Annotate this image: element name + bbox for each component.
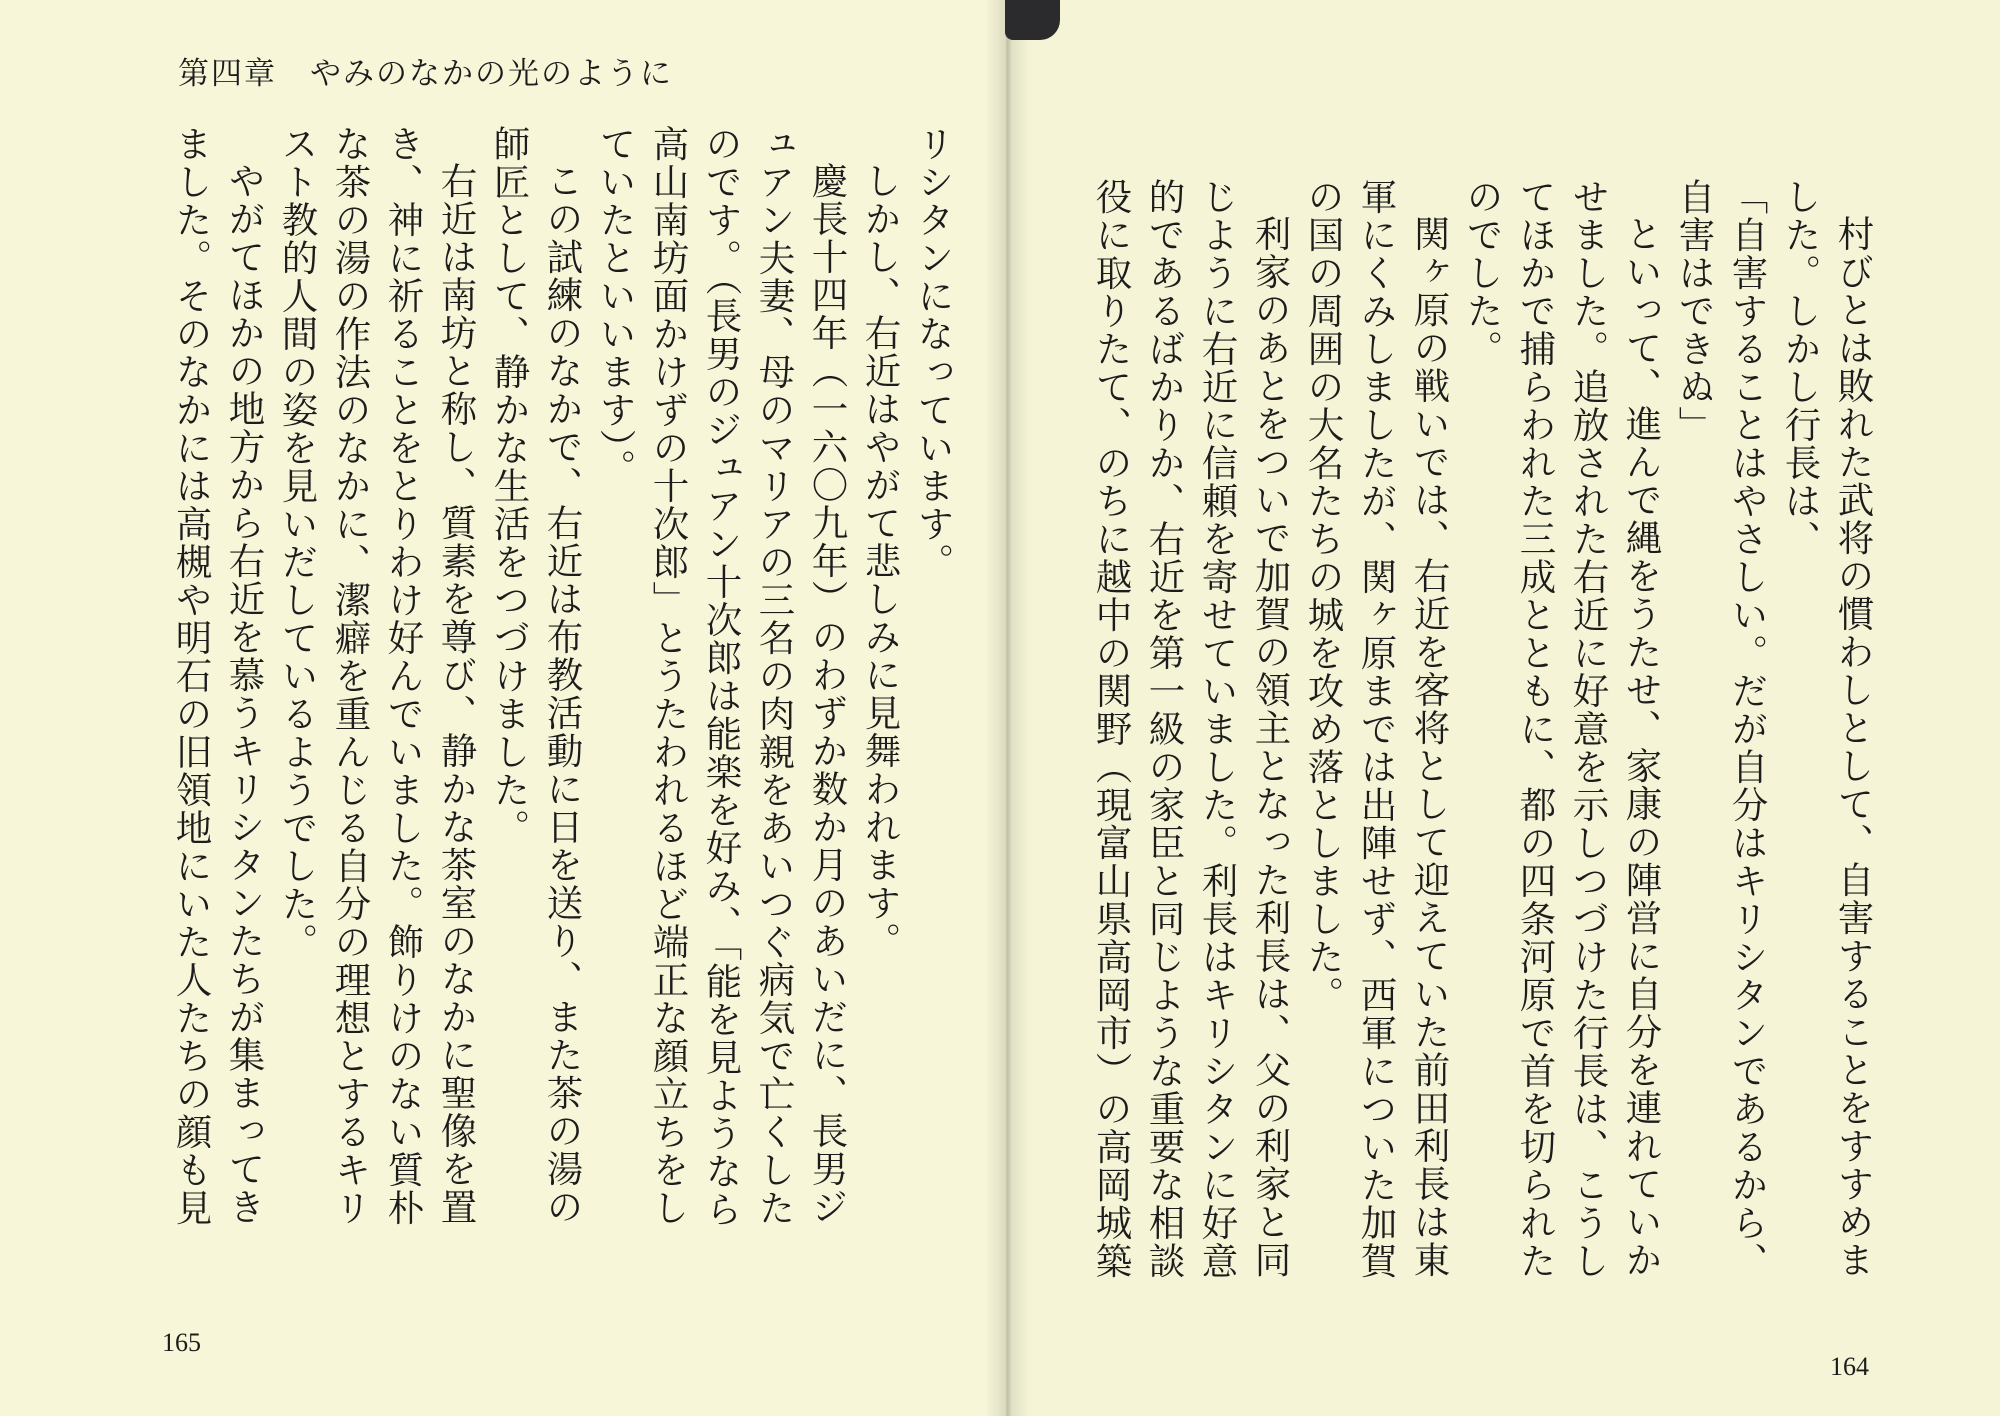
paragraph: やがてほかの地方から右近を慕うキリシタンたちが集まってきました。そのなかには高槻や明石の旧領地にいた人たちの顔も見 [170, 125, 266, 1227]
left-page-body [170, 125, 960, 1255]
paragraph: 利家のあとをついで加賀の領主となった利長は、父の利家と同じように右近に信頼を寄せていました。利長はキリシタンに好意的であるばかりか、右近を第一級の家臣と同じような重要な相談役に取りたて、のちに越中の関野（現富山県高岡市）の高岡城築 [1090, 178, 1292, 1280]
paragraph: リシタンになっています。 [912, 125, 955, 581]
right-page [1000, 0, 2000, 1416]
paragraph: 村びとは敗れた武将の慣わしとして、自害することをすすめました。しかし行長は、 [1779, 178, 1875, 1279]
page-number: 164 [1830, 1352, 1869, 1381]
page-number: 165 [162, 1328, 201, 1357]
book-gutter [985, 0, 1030, 1416]
paragraph: しかし、右近はやがて悲しみに見舞われます。 [859, 161, 902, 960]
running-head: 第四章 やみのなかの光のように [178, 56, 673, 92]
paragraph: 慶長十四年（一六〇九年）のわずか数か月のあいだに、長男ジュアン夫妻、母のマリアの三名の肉親をあいつぐ病気で亡くしたのです。（長男のジュアン十次郎は能楽を好み、「能を見ようなら高山南坊面かけずの十次郎」とうたわれるほど端正な顔立ちをしていたといいます）。 [594, 125, 849, 1229]
paragraph: 右近は南坊と称し、質素を尊び、静かな茶室のなかに聖像を置き、神に祈ることをとりわけ好んでいました。飾りけのない質朴な茶の湯の作法のなかに、潔癖を重んじる自分の理想とするキリスト教的人間の姿を見いだしているようでした。 [276, 125, 478, 1227]
paragraph: 関ヶ原の戦いでは、右近を客将として迎えていた前田利長は東軍にくみしましたが、関ヶ原までは出陣せず、西軍についた加賀の国の周囲の大名たちの城を攻め落としました。 [1302, 178, 1451, 1280]
paragraph: といって、進んで縄をうたせ、家康の陣営に自分を連れていかせました。追放された右近に好意を示しつづけた行長は、こうしてほかで捕らわれた三成とともに、都の四条河原で首を切られたのでした。 [1461, 178, 1663, 1280]
right-page-body [1080, 178, 1880, 1308]
book-binding [1005, 0, 1060, 40]
quotation: 「自害することはやさしい。だが自分はキリシタンであるから、自害はできぬ」 [1673, 178, 1769, 1280]
paragraph: この試練のなかで、右近は布教活動に日を送り、また茶の湯の師匠として、静かな生活をつづけました。 [488, 125, 584, 1226]
